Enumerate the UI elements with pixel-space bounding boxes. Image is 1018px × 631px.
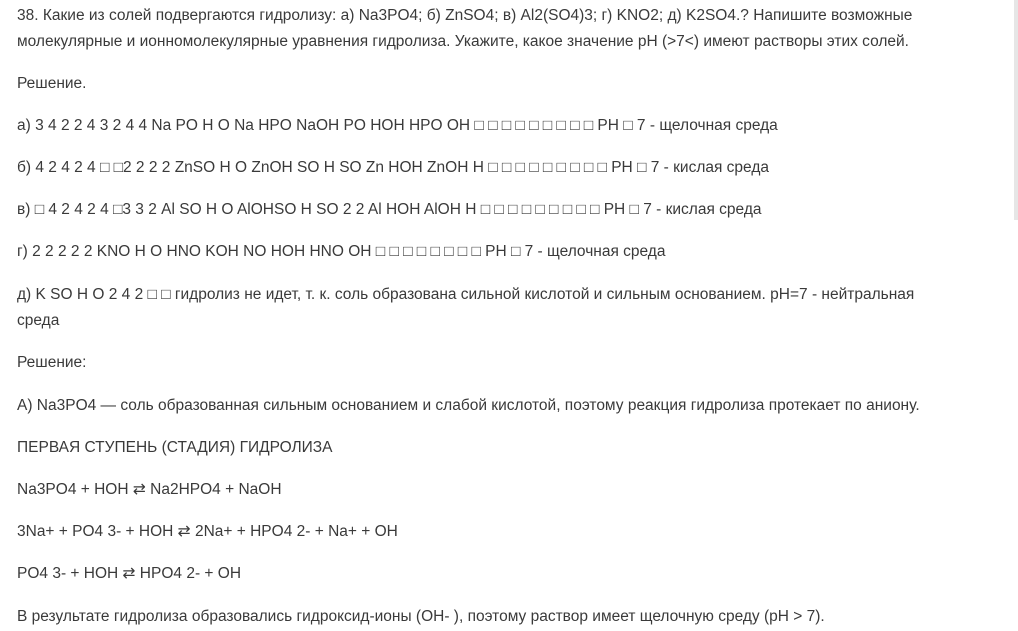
answer-b: б) 4 2 4 2 4 □ □2 2 2 2 ZnSO H O ZnOH SO H SO Zn HOH ZnOH H □ □ □ □ □ □ □ □ □ PH □ 7 - кислая среда xyxy=(17,159,769,176)
solution-heading-1: Решение. xyxy=(17,75,87,92)
short-ionic-equation: PO4 3- + HOH ⇄ HPO4 2- + OH xyxy=(17,565,242,582)
answer-d-line-1: д) K SO H O 2 4 2 □ □ гидролиз не идет, т. к. соль образована сильной кислотой и сильным основанием. pH=7 - нейтральная xyxy=(17,286,915,303)
scrollbar[interactable] xyxy=(1014,0,1018,220)
explanation-a: А) Na3PO4 — соль образованная сильным основанием и слабой кислотой, поэтому реакция гидролиза протекает по аниону. xyxy=(17,397,920,414)
question-line-1: 38. Какие из солей подвергаются гидролизу: а) Na3PO4; б) ZnSO4; в) Al2(SO4)3; г) KNO2; д) K2SO4.? Напишите возможные xyxy=(17,7,913,24)
answer-v: в) □ 4 2 4 2 4 □3 3 2 Al SO H O AlOHSO H SO 2 2 Al HOH AlOH H □ □ □ □ □ □ □ □ □ PH □ 7 - кислая среда xyxy=(17,201,762,218)
answer-a: а) 3 4 2 2 4 3 2 4 4 Na PO H O Na HPO NaOH PO HOH HPO OH □ □ □ □ □ □ □ □ □ PH □ 7 - щелочная среда xyxy=(17,117,778,134)
conclusion: В результате гидролиза образовались гидроксид-ионы (OH- ), поэтому раствор имеет щелочную среду (pH > 7). xyxy=(17,608,825,625)
question-line-2: молекулярные и ионномолекулярные уравнения гидролиза. Укажите, какое значение pH (>7<) имеют растворы этих солей. xyxy=(17,33,909,50)
stage-heading: ПЕРВАЯ СТУПЕНЬ (СТАДИЯ) ГИДРОЛИЗА xyxy=(17,439,333,456)
answer-d-line-2: среда xyxy=(17,312,60,329)
answer-g: г) 2 2 2 2 2 KNO H O HNO KOH NO HOH HNO OH □ □ □ □ □ □ □ □ PH □ 7 - щелочная среда xyxy=(17,243,666,260)
solution-heading-2: Решение: xyxy=(17,354,87,371)
molecular-equation: Na3PO4 + HOH ⇄ Na2HPO4 + NaOH xyxy=(17,481,282,498)
full-ionic-equation: 3Na+ + PO4 3- + HOH ⇄ 2Na+ + HPO4 2- + Na+ + OH xyxy=(17,523,398,540)
